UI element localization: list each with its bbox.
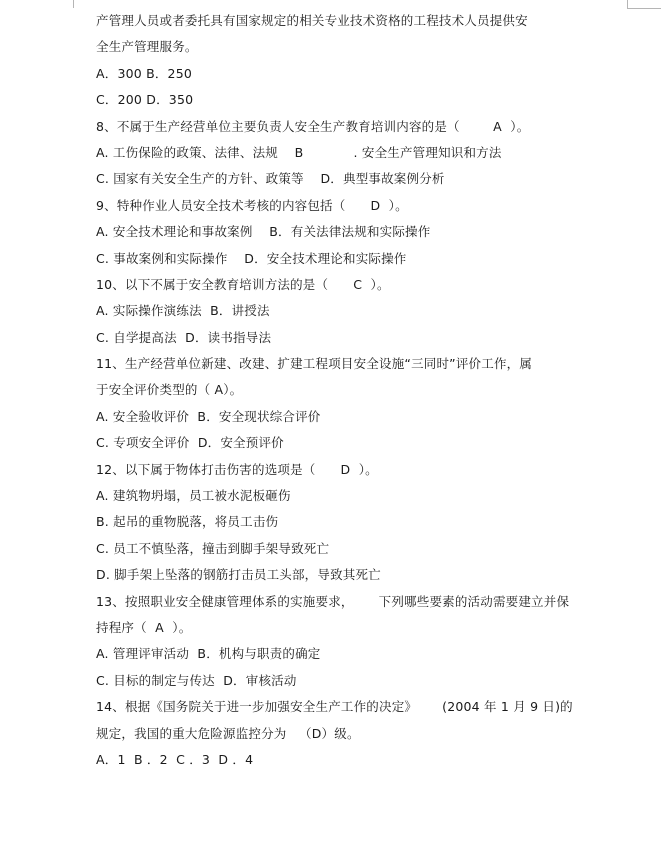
question-12: 12、以下属于物体打击伤害的选项是（ D ）。 bbox=[96, 461, 378, 477]
text-line: 全生产管理服务。 bbox=[96, 39, 198, 55]
question-14-continued: 规定，我国的重大危险源监控分为 （D）级。 bbox=[96, 725, 360, 741]
answer-option-line: C. 自学提高法 D．读书指导法 bbox=[96, 329, 272, 345]
answer-option-line: C. 国家有关安全生产的方针、政策等 D．典型事故案例分析 bbox=[96, 171, 445, 187]
answer-option-line: A．1 B ．2 C ．3 D ．4 bbox=[96, 751, 254, 767]
question-9: 9、特种作业人员安全技术考核的内容包括（ D ）。 bbox=[96, 197, 408, 213]
document-body bbox=[96, 8, 576, 773]
answer-option-line: C. 员工不慎坠落，撞击到脚手架导致死亡 bbox=[96, 540, 330, 556]
answer-option-line: A. 实际操作演练法 B．讲授法 bbox=[96, 303, 270, 319]
crop-mark-top-right-horizontal bbox=[627, 8, 661, 9]
answer-option-line: A. 工伤保险的政策、法律、法规 B . 安全生产管理知识和方法 bbox=[96, 144, 502, 160]
answer-option-line: A. 安全技术理论和事故案例 B．有关法律法规和实际操作 bbox=[96, 224, 431, 240]
answer-option-line: A. 建筑物坍塌，员工被水泥板砸伤 bbox=[96, 488, 291, 504]
question-11-continued: 于安全评价类型的（ A）。 bbox=[96, 382, 243, 398]
question-10: 10、以下不属于安全教育培训方法的是（ C ）。 bbox=[96, 276, 390, 292]
question-11: 11、生产经营单位新建、改建、扩建工程项目安全设施“三同时”评价工作，属 bbox=[96, 356, 533, 372]
answer-option-line: C．200 D．350 bbox=[96, 92, 194, 108]
answer-option-line: C. 事故案例和实际操作 D．安全技术理论和实际操作 bbox=[96, 250, 407, 266]
answer-option-line: C. 目标的制定与传达 D．审核活动 bbox=[96, 672, 297, 688]
question-8: 8、不属于生产经营单位主要负责人安全生产教育培训内容的是（ A ）。 bbox=[96, 118, 530, 134]
crop-mark-top-left bbox=[73, 0, 74, 8]
answer-option-line: B. 起吊的重物脱落，将员工击伤 bbox=[96, 514, 279, 530]
answer-option-line: C. 专项安全评价 D．安全预评价 bbox=[96, 435, 284, 451]
text-line: 产管理人员或者委托具有国家规定的相关专业技术资格的工程技术人员提供安 bbox=[96, 13, 528, 28]
question-14: 14、根据《国务院关于进一步加强安全生产工作的决定》 (2004 年 1 月 9 日)的 bbox=[96, 699, 573, 715]
answer-option-line: D. 脚手架上坠落的钢筋打击员工头部，导致其死亡 bbox=[96, 567, 381, 583]
crop-mark-top-right bbox=[627, 0, 628, 8]
question-13: 13、按照职业安全健康管理体系的实施要求， 下列哪些要素的活动需要建立并保 bbox=[96, 593, 570, 609]
answer-option-line: A. 安全验收评价 B．安全现状综合评价 bbox=[96, 408, 321, 424]
answer-option-line: A. 管理评审活动 B．机构与职责的确定 bbox=[96, 646, 321, 662]
answer-option-line: A．300 B．250 bbox=[96, 65, 193, 81]
question-13-continued: 持程序（ A ）。 bbox=[96, 619, 192, 635]
